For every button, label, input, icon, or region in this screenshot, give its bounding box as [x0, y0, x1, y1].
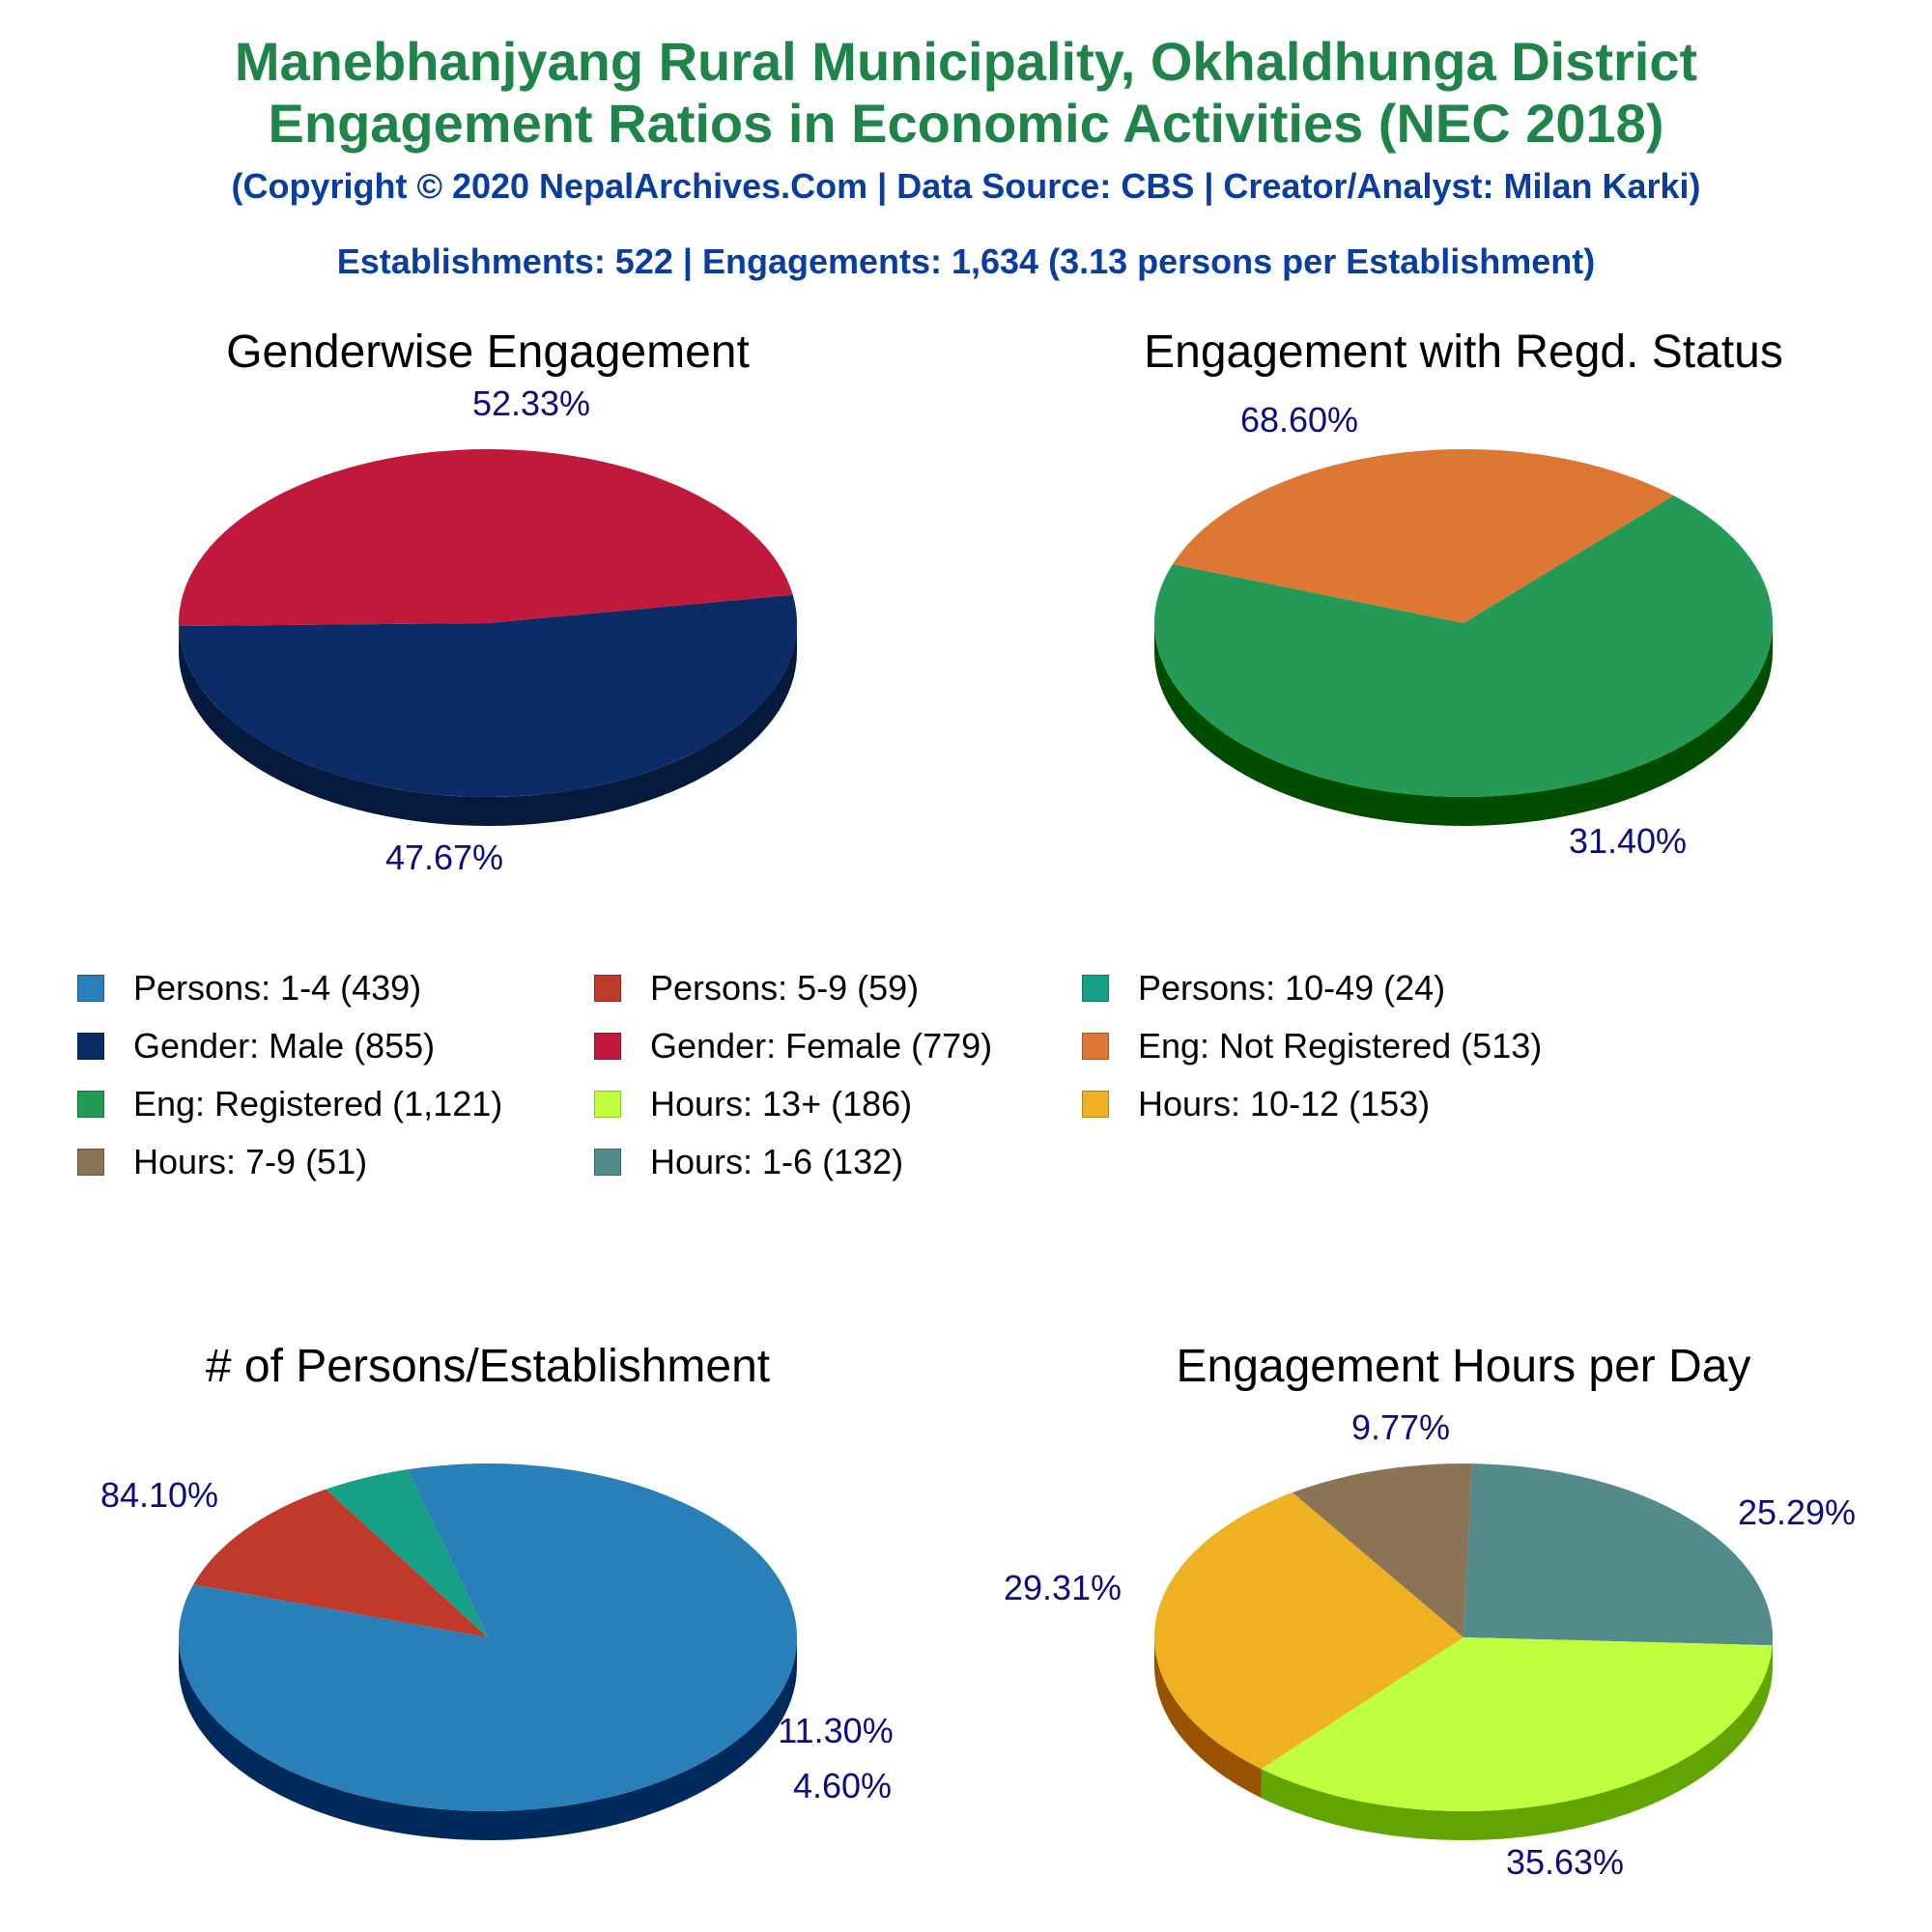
- legend-swatch: [77, 1033, 104, 1060]
- pie-chart-of-persons-establishment: [100, 1341, 894, 1840]
- pie-data-label: 84.10%: [99, 1475, 219, 1515]
- legend-item: [1082, 1024, 1542, 1068]
- legend-item: [594, 1082, 912, 1126]
- legend-item: [77, 1082, 502, 1126]
- pie-data-label: 9.77%: [1350, 1407, 1451, 1447]
- legend-swatch: [594, 975, 621, 1002]
- pie-data-label: 11.30%: [778, 1711, 894, 1750]
- legend-item: [594, 1024, 992, 1068]
- legend-label: Hours: 13+ (186): [650, 1084, 913, 1123]
- pie-data-label: 52.33%: [471, 384, 591, 423]
- legend-item: [77, 1024, 435, 1068]
- legend-label: Eng: Not Registered (513): [1138, 1026, 1543, 1065]
- chart-title-line2: Engagement Ratios in Economic Activities (NEC 2018): [268, 93, 1664, 154]
- legend-label: Persons: 1-4 (439): [133, 968, 422, 1008]
- pie-slice-hours-1-6: [1463, 1463, 1773, 1645]
- legend-item: [77, 1140, 367, 1184]
- pie-title: Engagement Hours per Day: [1176, 1341, 1751, 1392]
- legend-label: Persons: 5-9 (59): [650, 968, 920, 1008]
- legend-item: [77, 966, 421, 1010]
- pie-data-label: 31.40%: [1568, 821, 1688, 861]
- chart-title-line1: Manebhanjyang Rural Municipality, Okhaldhunga District: [234, 31, 1698, 92]
- legend-item: [594, 966, 919, 1010]
- pie-data-label: 68.60%: [1239, 400, 1359, 440]
- legend-label: Persons: 10-49 (24): [1138, 968, 1446, 1008]
- copyright-line: (Copyright © 2020 NepalArchives.Com | Data Source: CBS | Creator/Analyst: Milan Karki): [231, 166, 1701, 206]
- pie-chart-engagement-hours-per-day: [1004, 1341, 1856, 1882]
- legend-label: Eng: Registered (1,121): [133, 1084, 503, 1123]
- legend-swatch: [1082, 1033, 1109, 1060]
- legend-item: [1082, 966, 1445, 1010]
- legend-label: Gender: Male (855): [133, 1026, 436, 1065]
- legend-item: [594, 1140, 903, 1184]
- pie-data-label: 35.63%: [1505, 1842, 1625, 1882]
- legend-label: Hours: 10-12 (153): [1138, 1084, 1431, 1123]
- legend-swatch: [594, 1091, 621, 1118]
- pie-chart-engagement-with-regd-status: [1144, 327, 1783, 861]
- pie-data-label: 29.31%: [1003, 1568, 1122, 1607]
- legend-swatch: [77, 1091, 104, 1118]
- legend-label: Hours: 1-6 (132): [650, 1142, 904, 1181]
- pie-title: Engagement with Regd. Status: [1144, 327, 1783, 378]
- legend-swatch: [1082, 1091, 1109, 1118]
- legend-swatch: [77, 975, 104, 1002]
- legend-swatch: [1082, 975, 1109, 1002]
- legend-swatch: [77, 1149, 104, 1176]
- summary-line: Establishments: 522 | Engagements: 1,634 (3.13 persons per Establishment): [336, 242, 1596, 281]
- legend-item: [1082, 1082, 1430, 1126]
- pie-title: # of Persons/Establishment: [205, 1341, 771, 1392]
- pie-title: Genderwise Engagement: [226, 327, 750, 378]
- pie-slice-gender-female: [179, 449, 793, 626]
- legend-swatch: [594, 1149, 621, 1176]
- pie-data-label: 47.67%: [384, 838, 504, 877]
- legend-swatch: [594, 1033, 621, 1060]
- pie-data-label: 25.29%: [1737, 1492, 1857, 1532]
- legend-label: Gender: Female (779): [650, 1026, 993, 1065]
- pie-data-label: 4.60%: [792, 1766, 893, 1805]
- pie-chart-genderwise-engagement: [179, 327, 797, 877]
- legend-label: Hours: 7-9 (51): [133, 1142, 368, 1181]
